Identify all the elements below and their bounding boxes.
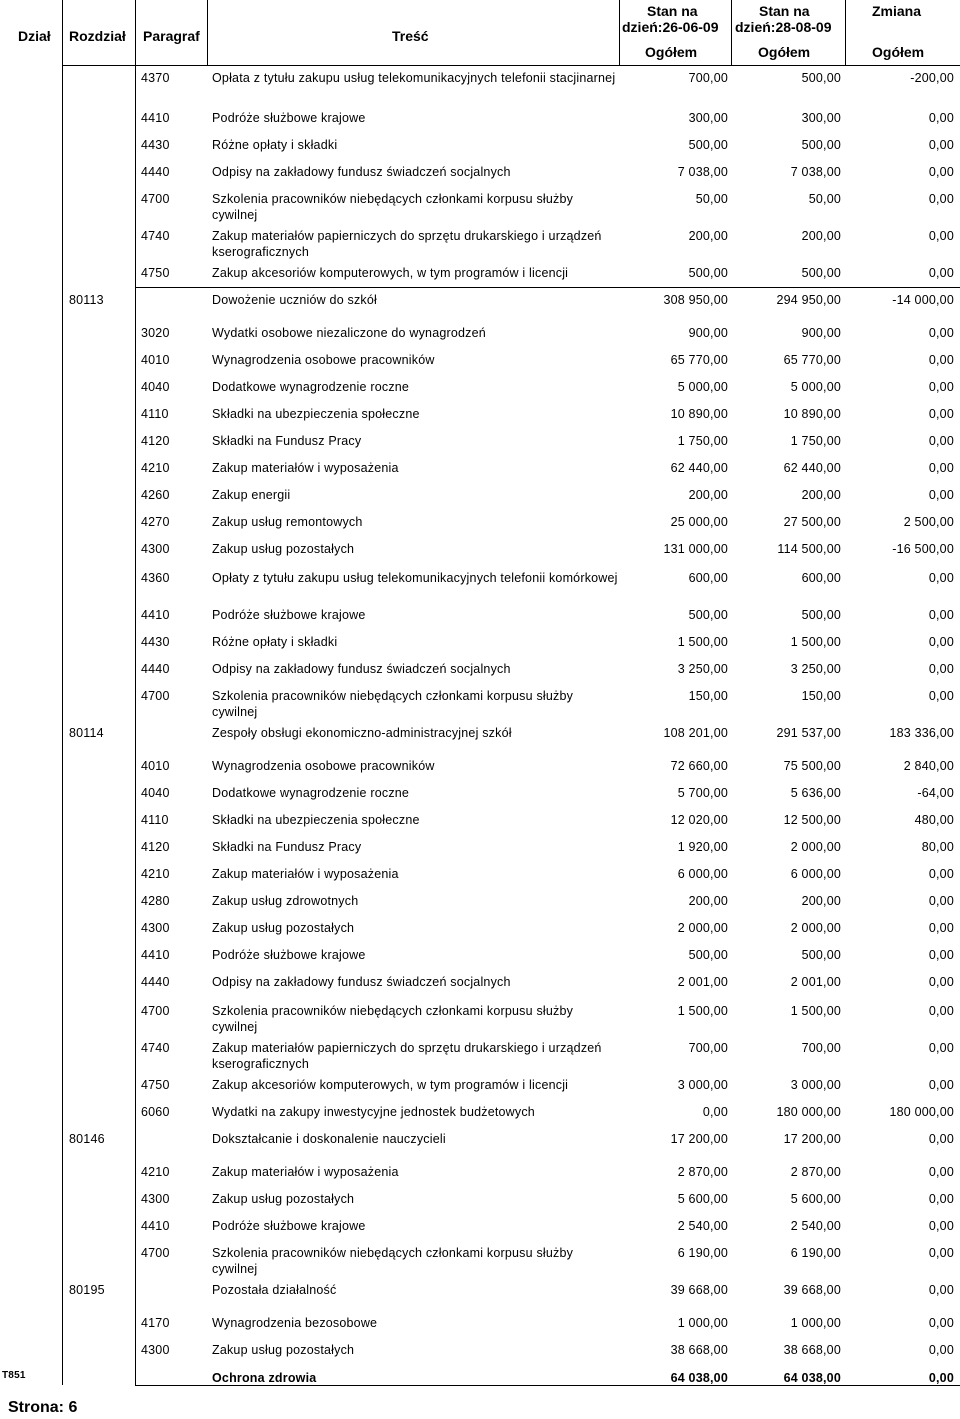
header-rozdzial: Rozdział: [69, 28, 126, 44]
stan1-cell: 1 920,00: [677, 840, 728, 854]
grid-line-stan1: [731, 0, 732, 66]
tresc-cell: Zakup materiałów i wyposażenia: [212, 461, 399, 475]
zmiana-cell: 0,00: [928, 380, 954, 394]
zmiana-cell: -14 000,00: [892, 293, 954, 307]
stan1-cell: 900,00: [688, 326, 728, 340]
rozdzial-cell: 80146: [69, 1132, 105, 1146]
tresc-cell: Różne opłaty i składki: [212, 138, 338, 152]
stan2-cell: 62 440,00: [783, 461, 841, 475]
header-ogolem-1: Ogółem: [645, 44, 698, 60]
zmiana-cell: 180 000,00: [889, 1105, 954, 1119]
tresc-cell: Zakup akcesoriów komputerowych, w tym programów i licencji: [212, 1078, 569, 1092]
tresc-cell: Składki na ubezpieczenia społeczne: [212, 813, 420, 827]
zmiana-cell: 0,00: [928, 1192, 954, 1206]
stan1-cell: 65 770,00: [670, 353, 728, 367]
stan2-cell: 6 190,00: [790, 1246, 841, 1260]
tresc-cell: Składki na Fundusz Pracy: [212, 840, 362, 854]
tresc-cell: Podróże służbowe krajowe: [212, 608, 366, 622]
zmiana-cell: 0,00: [928, 1371, 954, 1385]
zmiana-cell: 0,00: [928, 1041, 954, 1055]
zmiana-cell: 2 500,00: [903, 515, 954, 529]
tresc-cell: Dowożenie uczniów do szkół: [212, 293, 378, 307]
paragraf-cell: 4750: [141, 1078, 170, 1092]
tresc-cell: Ochrona zdrowia: [212, 1371, 317, 1385]
stan2-cell: 2 870,00: [790, 1165, 841, 1179]
stan2-cell: 500,00: [801, 266, 841, 280]
tresc-cell: Zakup usług pozostałych: [212, 921, 355, 935]
paragraf-cell: 4440: [141, 662, 170, 676]
tresc-cell: Dokształcanie i doskonalenie nauczycieli: [212, 1132, 446, 1146]
grid-line-paragraf: [207, 0, 208, 66]
stan1-cell: 3 000,00: [677, 1078, 728, 1092]
tresc-cell: Podróże służbowe krajowe: [212, 1219, 366, 1233]
zmiana-cell: 0,00: [928, 1004, 954, 1018]
tresc-cell: Zakup usług pozostałych: [212, 1343, 355, 1357]
paragraf-cell: 4700: [141, 689, 170, 703]
grid-line-dzial: [62, 0, 63, 1385]
tresc-cell: Szkolenia pracowników niebędących członkami korpusu służby cywilnej: [212, 192, 574, 222]
stan1-cell: 700,00: [688, 71, 728, 85]
paragraf-cell: 4010: [141, 759, 170, 773]
zmiana-cell: 0,00: [928, 1343, 954, 1357]
stan2-cell: 75 500,00: [783, 759, 841, 773]
stan2-cell: 700,00: [801, 1041, 841, 1055]
rozdzial-cell: 80114: [69, 726, 104, 740]
stan1-cell: 72 660,00: [670, 759, 728, 773]
zmiana-cell: 0,00: [928, 1219, 954, 1233]
stan1-cell: 300,00: [688, 111, 728, 125]
zmiana-cell: 0,00: [928, 461, 954, 475]
stan2-cell: 17 200,00: [783, 1132, 841, 1146]
zmiana-cell: 0,00: [928, 948, 954, 962]
stan2-cell: 5 600,00: [790, 1192, 841, 1206]
stan2-cell: 3 250,00: [790, 662, 841, 676]
zmiana-cell: 0,00: [928, 921, 954, 935]
paragraf-cell: 4120: [141, 434, 170, 448]
tresc-cell: Podróże służbowe krajowe: [212, 111, 366, 125]
stan1-cell: 50,00: [695, 192, 728, 206]
stan1-cell: 308 950,00: [663, 293, 728, 307]
paragraf-cell: 4120: [141, 840, 170, 854]
stan2-cell: 500,00: [801, 948, 841, 962]
zmiana-cell: 0,00: [928, 407, 954, 421]
tresc-cell: Odpisy na zakładowy fundusz świadczeń socjalnych: [212, 165, 511, 179]
stan1-cell: 39 668,00: [670, 1283, 728, 1297]
tresc-cell: Wynagrodzenia osobowe pracowników: [212, 353, 435, 367]
paragraf-cell: 4210: [141, 867, 170, 881]
stan1-cell: 2 000,00: [677, 921, 728, 935]
stan1-cell: 200,00: [688, 229, 728, 243]
stan1-cell: 0,00: [702, 1105, 728, 1119]
stan2-cell: 1 500,00: [790, 635, 841, 649]
tresc-cell: Szkolenia pracowników niebędących członkami korpusu służby cywilnej: [212, 1246, 574, 1276]
zmiana-cell: 0,00: [928, 1246, 954, 1260]
stan2-cell: 500,00: [801, 608, 841, 622]
stan2-cell: 500,00: [801, 71, 841, 85]
paragraf-cell: 4300: [141, 1192, 170, 1206]
paragraf-cell: 4700: [141, 1004, 170, 1018]
paragraf-cell: 4170: [141, 1316, 170, 1330]
zmiana-cell: 0,00: [928, 1078, 954, 1092]
tresc-cell: Składki na ubezpieczenia społeczne: [212, 407, 420, 421]
paragraf-cell: 4430: [141, 138, 170, 152]
stan2-cell: 65 770,00: [783, 353, 841, 367]
zmiana-cell: 0,00: [928, 1132, 954, 1146]
header-ogolem-3: Ogółem: [872, 44, 925, 60]
paragraf-cell: 4280: [141, 894, 170, 908]
stan1-cell: 131 000,00: [663, 542, 728, 556]
zmiana-cell: -16 500,00: [892, 542, 954, 556]
tresc-cell: Szkolenia pracowników niebędących członkami korpusu służby cywilnej: [212, 1004, 574, 1034]
zmiana-cell: 0,00: [928, 1165, 954, 1179]
tresc-cell: Zakup materiałów papierniczych do sprzętu drukarskiego i urządzeń kserograficznych: [212, 1041, 602, 1071]
stan1-cell: 500,00: [688, 266, 728, 280]
tresc-cell: Wydatki osobowe niezaliczone do wynagrodzeń: [212, 326, 486, 340]
zmiana-cell: 0,00: [928, 689, 954, 703]
paragraf-cell: 4300: [141, 542, 170, 556]
grid-line-tresc: [619, 0, 620, 66]
paragraf-cell: 4110: [141, 407, 169, 421]
zmiana-cell: -200,00: [910, 71, 954, 85]
header-bottom-line: [62, 65, 960, 66]
stan1-cell: 64 038,00: [670, 1371, 728, 1385]
header-dzial: Dział: [18, 28, 51, 44]
header-stan2-line2: dzień:28-08-09: [735, 19, 832, 35]
tresc-cell: Wydatki na zakupy inwestycyjne jednostek budżetowych: [212, 1105, 535, 1119]
stan2-cell: 6 000,00: [790, 867, 841, 881]
stan1-cell: 200,00: [688, 894, 728, 908]
zmiana-cell: 0,00: [928, 138, 954, 152]
zmiana-cell: 0,00: [928, 111, 954, 125]
zmiana-cell: 183 336,00: [889, 726, 954, 740]
tresc-cell: Odpisy na zakładowy fundusz świadczeń socjalnych: [212, 662, 511, 676]
header-paragraf: Paragraf: [143, 28, 200, 44]
paragraf-cell: 4410: [141, 948, 170, 962]
stan1-cell: 5 000,00: [677, 380, 728, 394]
tresc-cell: Odpisy na zakładowy fundusz świadczeń socjalnych: [212, 975, 511, 989]
zmiana-cell: 0,00: [928, 229, 954, 243]
stan2-cell: 12 500,00: [783, 813, 841, 827]
stan1-cell: 25 000,00: [670, 515, 728, 529]
stan2-cell: 294 950,00: [776, 293, 841, 307]
paragraf-cell: 4360: [141, 571, 170, 585]
stan2-cell: 50,00: [808, 192, 841, 206]
zmiana-cell: 0,00: [928, 867, 954, 881]
stan1-cell: 2 001,00: [677, 975, 728, 989]
paragraf-cell: 4370: [141, 71, 170, 85]
stan2-cell: 300,00: [801, 111, 841, 125]
paragraf-cell: 4700: [141, 1246, 170, 1260]
stan1-cell: 3 250,00: [677, 662, 728, 676]
paragraf-cell: 4700: [141, 192, 170, 206]
stan1-cell: 6 000,00: [677, 867, 728, 881]
zmiana-cell: 80,00: [921, 840, 954, 854]
paragraf-cell: 4440: [141, 975, 170, 989]
stan1-cell: 2 540,00: [677, 1219, 728, 1233]
header-stan1-line1: Stan na: [647, 3, 698, 19]
stan2-cell: 64 038,00: [783, 1371, 841, 1385]
stan2-cell: 5 000,00: [790, 380, 841, 394]
header-tresc: Treść: [392, 28, 429, 44]
zmiana-cell: 2 840,00: [903, 759, 954, 773]
stan2-cell: 27 500,00: [783, 515, 841, 529]
tresc-cell: Zakup materiałów i wyposażenia: [212, 1165, 399, 1179]
paragraf-cell: 4440: [141, 165, 170, 179]
paragraf-cell: 4040: [141, 380, 170, 394]
stan1-cell: 500,00: [688, 608, 728, 622]
stan1-cell: 1 500,00: [677, 635, 728, 649]
zmiana-cell: 0,00: [928, 1316, 954, 1330]
stan2-cell: 3 000,00: [790, 1078, 841, 1092]
zmiana-cell: 0,00: [928, 662, 954, 676]
zmiana-cell: 0,00: [928, 975, 954, 989]
stan1-cell: 108 201,00: [663, 726, 728, 740]
header-stan1-line2: dzień:26-06-09: [622, 19, 719, 35]
paragraf-cell: 4750: [141, 266, 170, 280]
zmiana-cell: 0,00: [928, 326, 954, 340]
header-ogolem-2: Ogółem: [758, 44, 811, 60]
tresc-cell: Zakup usług pozostałych: [212, 1192, 355, 1206]
stan2-cell: 38 668,00: [783, 1343, 841, 1357]
dzial-cell: T851: [2, 1370, 26, 1381]
stan1-cell: 500,00: [688, 138, 728, 152]
zmiana-cell: 0,00: [928, 571, 954, 585]
tresc-cell: Podróże służbowe krajowe: [212, 948, 366, 962]
header-stan2-line1: Stan na: [759, 3, 810, 19]
paragraf-cell: 4410: [141, 1219, 170, 1233]
stan1-cell: 600,00: [688, 571, 728, 585]
tresc-cell: Zakup usług pozostałych: [212, 542, 355, 556]
rozdzial-cell: 80195: [69, 1283, 105, 1297]
stan2-cell: 200,00: [801, 229, 841, 243]
zmiana-cell: 0,00: [928, 608, 954, 622]
paragraf-cell: 4410: [141, 608, 170, 622]
paragraf-cell: 4410: [141, 111, 170, 125]
tresc-cell: Zakup energii: [212, 488, 291, 502]
stan2-cell: 114 500,00: [777, 542, 841, 556]
tresc-cell: Wynagrodzenia osobowe pracowników: [212, 759, 435, 773]
paragraf-cell: 4010: [141, 353, 170, 367]
stan1-cell: 1 500,00: [677, 1004, 728, 1018]
paragraf-cell: 4740: [141, 229, 170, 243]
zmiana-cell: 0,00: [928, 635, 954, 649]
tresc-cell: Szkolenia pracowników niebędących członkami korpusu służby cywilnej: [212, 689, 574, 719]
stan2-cell: 291 537,00: [776, 726, 841, 740]
stan2-cell: 2 000,00: [790, 840, 841, 854]
tresc-cell: Opłaty z tytułu zakupu usług telekomunikacyjnych telefonii komórkowej: [212, 571, 618, 585]
zmiana-cell: 0,00: [928, 1283, 954, 1297]
paragraf-cell: 4210: [141, 461, 170, 475]
paragraf-cell: 6060: [141, 1105, 170, 1119]
zmiana-cell: 0,00: [928, 192, 954, 206]
zmiana-cell: 0,00: [928, 894, 954, 908]
tresc-cell: Wynagrodzenia bezosobowe: [212, 1316, 378, 1330]
grid-line-stan2: [845, 0, 846, 66]
paragraf-cell: 4270: [141, 515, 170, 529]
stan1-cell: 5 600,00: [677, 1192, 728, 1206]
zmiana-cell: 480,00: [914, 813, 954, 827]
stan2-cell: 600,00: [801, 571, 841, 585]
stan1-cell: 7 038,00: [677, 165, 728, 179]
header-zmiana: Zmiana: [872, 3, 922, 19]
stan2-cell: 900,00: [801, 326, 841, 340]
stan2-cell: 10 890,00: [783, 407, 841, 421]
stan2-cell: 2 001,00: [790, 975, 841, 989]
page-number: Strona: 6: [8, 1399, 78, 1416]
tresc-cell: Zakup akcesoriów komputerowych, w tym programów i licencji: [212, 266, 569, 280]
paragraf-cell: 4210: [141, 1165, 170, 1179]
stan2-cell: 200,00: [801, 488, 841, 502]
stan1-cell: 2 870,00: [677, 1165, 728, 1179]
stan1-cell: 1 000,00: [677, 1316, 728, 1330]
tresc-cell: Opłata z tytułu zakupu usług telekomunikacyjnych telefonii stacjinarnej: [212, 71, 616, 85]
stan1-cell: 12 020,00: [670, 813, 728, 827]
tresc-cell: Różne opłaty i składki: [212, 635, 338, 649]
tresc-cell: Składki na Fundusz Pracy: [212, 434, 362, 448]
stan2-cell: 180 000,00: [776, 1105, 841, 1119]
stan1-cell: 200,00: [688, 488, 728, 502]
tresc-cell: Dodatkowe wynagrodzenie roczne: [212, 380, 410, 394]
paragraf-cell: 4430: [141, 635, 170, 649]
grid-line-rozdzial: [135, 0, 136, 1385]
stan2-cell: 2 540,00: [790, 1219, 841, 1233]
section-line-80113: [135, 287, 960, 288]
tresc-cell: Zakup usług zdrowotnych: [212, 894, 359, 908]
stan2-cell: 5 636,00: [790, 786, 841, 800]
tresc-cell: Dodatkowe wynagrodzenie roczne: [212, 786, 410, 800]
tresc-cell: Zakup materiałów papierniczych do sprzętu drukarskiego i urządzeń kserograficznych: [212, 229, 602, 259]
paragraf-cell: 4740: [141, 1041, 170, 1055]
zmiana-cell: 0,00: [928, 266, 954, 280]
stan1-cell: 6 190,00: [677, 1246, 728, 1260]
stan1-cell: 1 750,00: [677, 434, 728, 448]
paragraf-cell: 4300: [141, 1343, 170, 1357]
stan2-cell: 2 000,00: [790, 921, 841, 935]
stan2-cell: 1 000,00: [790, 1316, 841, 1330]
paragraf-cell: 4300: [141, 921, 170, 935]
tresc-cell: Zakup materiałów i wyposażenia: [212, 867, 399, 881]
rozdzial-cell: 80113: [69, 293, 104, 307]
zmiana-cell: 0,00: [928, 434, 954, 448]
paragraf-cell: 3020: [141, 326, 170, 340]
zmiana-cell: 0,00: [928, 353, 954, 367]
stan1-cell: 38 668,00: [670, 1343, 728, 1357]
tresc-cell: Zespoły obsługi ekonomiczno-administracyjnej szkół: [212, 726, 512, 740]
zmiana-cell: 0,00: [928, 165, 954, 179]
paragraf-cell: 4110: [141, 813, 169, 827]
stan2-cell: 1 500,00: [790, 1004, 841, 1018]
tresc-cell: Zakup usług remontowych: [212, 515, 363, 529]
stan1-cell: 150,00: [688, 689, 728, 703]
stan2-cell: 150,00: [801, 689, 841, 703]
paragraf-cell: 4260: [141, 488, 170, 502]
stan2-cell: 1 750,00: [790, 434, 841, 448]
stan2-cell: 39 668,00: [783, 1283, 841, 1297]
stan2-cell: 7 038,00: [790, 165, 841, 179]
stan1-cell: 62 440,00: [670, 461, 728, 475]
stan2-cell: 200,00: [801, 894, 841, 908]
stan2-cell: 500,00: [801, 138, 841, 152]
zmiana-cell: 0,00: [928, 488, 954, 502]
zmiana-cell: -64,00: [917, 786, 954, 800]
stan1-cell: 700,00: [688, 1041, 728, 1055]
tresc-cell: Pozostała działalność: [212, 1283, 337, 1297]
paragraf-cell: 4040: [141, 786, 170, 800]
stan1-cell: 10 890,00: [670, 407, 728, 421]
stan1-cell: 17 200,00: [670, 1132, 728, 1146]
stan1-cell: 5 700,00: [677, 786, 728, 800]
stan1-cell: 500,00: [688, 948, 728, 962]
